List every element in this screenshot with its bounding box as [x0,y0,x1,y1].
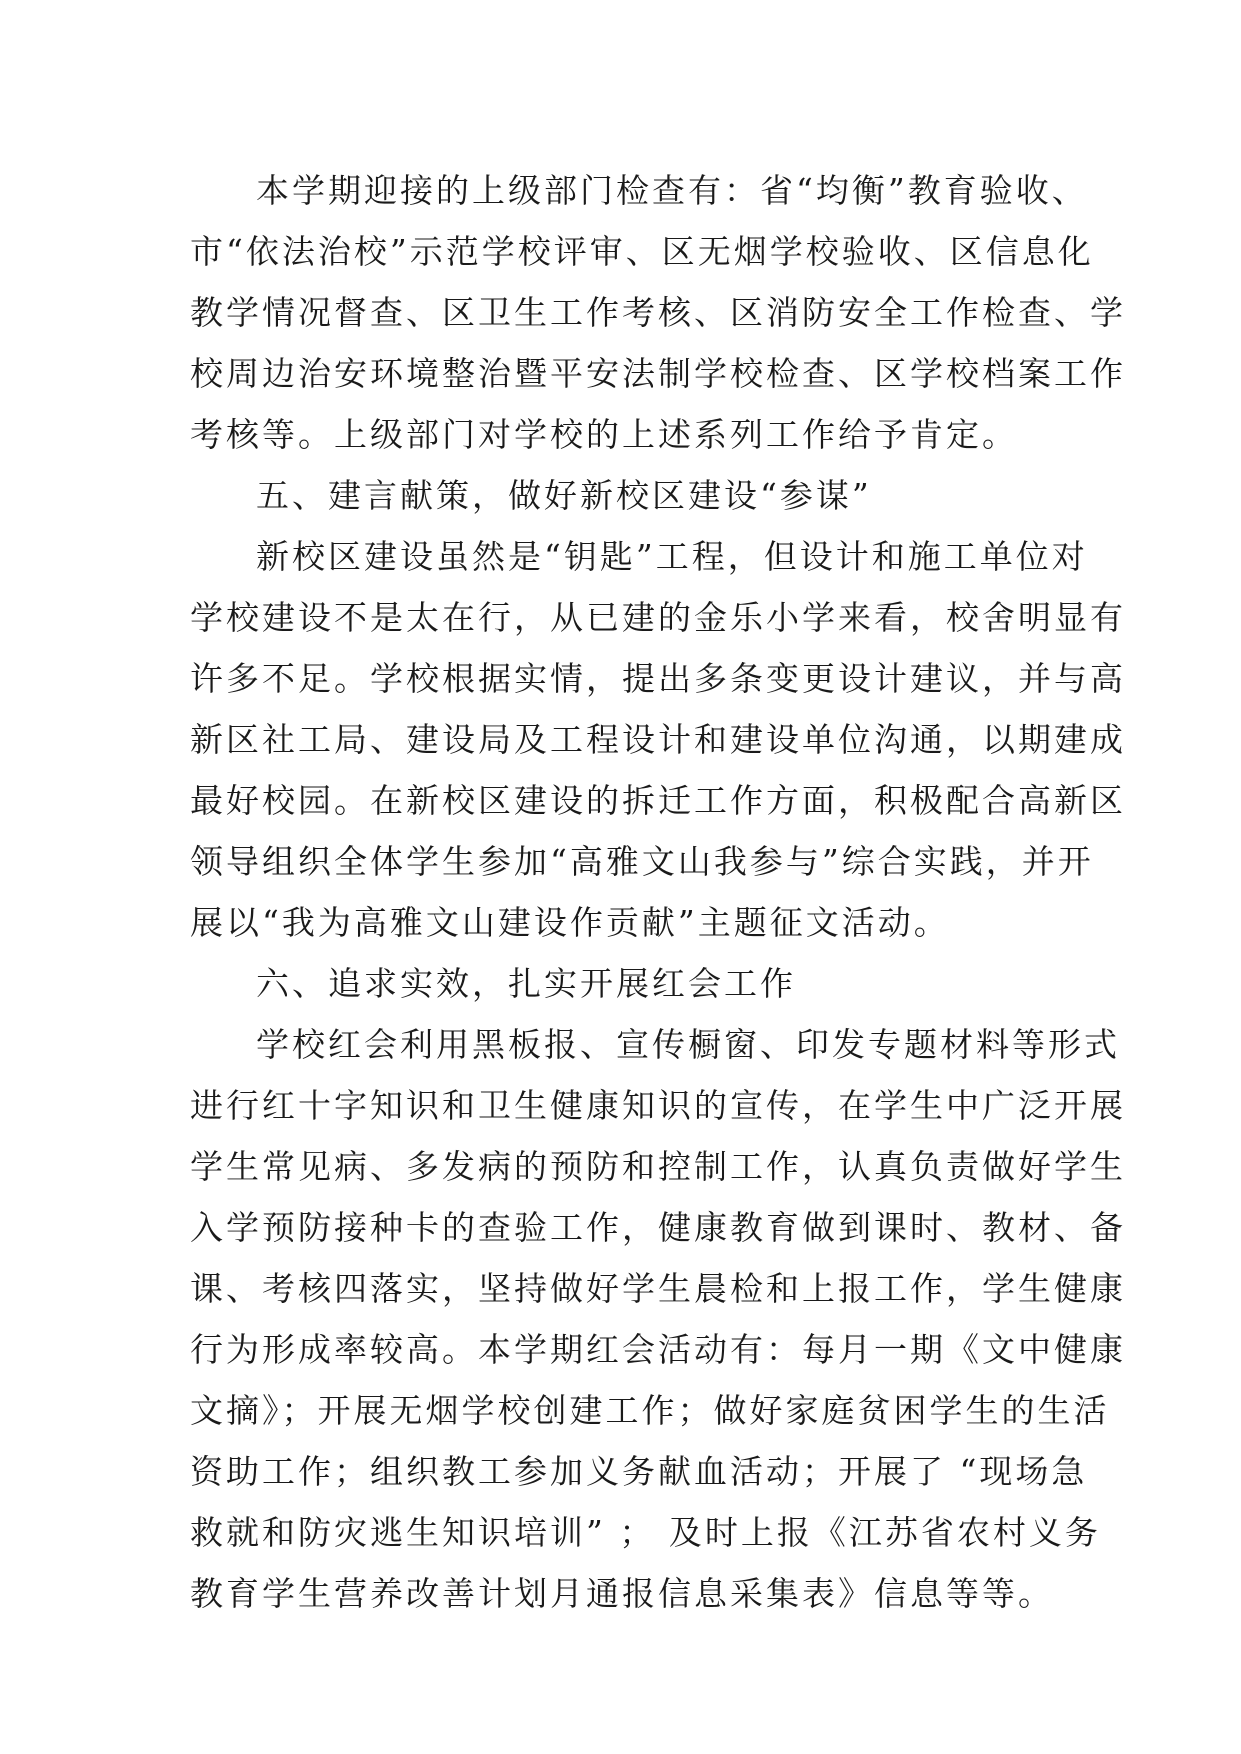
paragraph-line: 学校红会利用黑板报、宣传橱窗、印发专题材料等形式 [256,1025,1120,1064]
paragraph-line: 入学预防接种卡的查验工作，健康教育做到课时、教材、备 [190,1208,1126,1247]
paragraph-line: 最好校园。在新校区建设的拆迁工作方面，积极配合高新区 [190,781,1126,820]
paragraph-line: 课、考核四落实，坚持做好学生晨检和上报工作，学生健康 [190,1269,1126,1308]
paragraph-line: 校周边治安环境整治暨平安法制学校检查、区学校档案工作 [190,354,1126,393]
paragraph-line: 新校区建设虽然是“钥匙”工程，但设计和施工单位对 [256,537,1088,576]
paragraph-line: 许多不足。学校根据实情，提出多条变更设计建议，并与高 [190,659,1126,698]
paragraph-line: 教学情况督查、区卫生工作考核、区消防安全工作检查、学 [190,293,1126,332]
paragraph-line: 学生常见病、多发病的预防和控制工作，认真负责做好学生 [190,1147,1126,1186]
paragraph-line: 学校建设不是太在行，从已建的金乐小学来看，校舍明显有 [190,598,1126,637]
paragraph-line: 本学期迎接的上级部门检查有：省“均衡”教育验收、 [256,171,1088,210]
paragraph-line: 考核等。上级部门对学校的上述系列工作给予肯定。 [190,415,1018,454]
paragraph-line: 救就和防灾逃生知识培训” ； 及时上报《江苏省农村义务 [190,1513,1101,1552]
section-heading: 五、建言献策，做好新校区建设“参谋” [256,476,872,515]
paragraph-line: 展以“我为高雅文山建设作贡献”主题征文活动。 [190,903,950,942]
section-heading: 六、追求实效，扎实开展红会工作 [256,964,796,1003]
paragraph-line: 文摘》；开展无烟学校创建工作；做好家庭贫困学生的生活 [190,1391,1110,1430]
paragraph-line: 领导组织全体学生参加“高雅文山我参与”综合实践，并开 [190,842,1094,881]
paragraph-line: 资助工作；组织教工参加义务献血活动；开展了 “现场急 [190,1452,1088,1491]
paragraph-line: 新区社工局、建设局及工程设计和建设单位沟通，以期建成 [190,720,1126,759]
paragraph-line: 市“依法治校”示范学校评审、区无烟学校验收、区信息化 [190,232,1094,271]
paragraph-line: 行为形成率较高。本学期红会活动有：每月一期《文中健康 [190,1330,1126,1369]
paragraph-line: 进行红十字知识和卫生健康知识的宣传，在学生中广泛开展 [190,1086,1126,1125]
document-body [190,160,1126,1624]
paragraph-line: 教育学生营养改善计划月通报信息采集表》信息等等。 [190,1574,1054,1613]
